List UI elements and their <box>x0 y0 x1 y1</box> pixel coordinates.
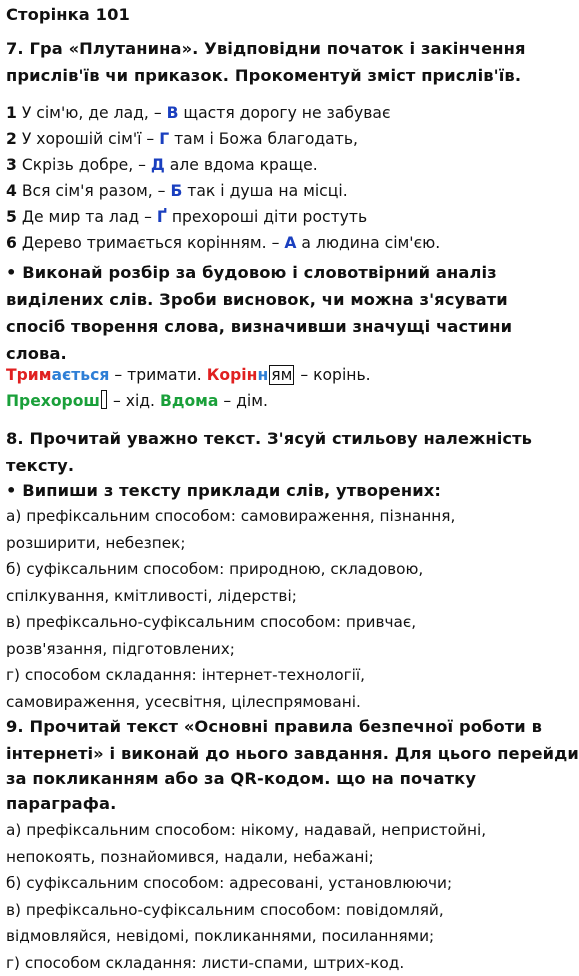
task8-answer-line: розширити, небезпек; <box>6 534 186 552</box>
word-explanation-2: – корінь. <box>295 366 371 384</box>
task9-heading-line4: параграфа. <box>6 794 117 813</box>
task7-analysis-line4: слова. <box>6 344 67 363</box>
word-explanation-4: – дім. <box>218 392 268 410</box>
proverb-start: Вся сім'я разом, – <box>16 182 171 200</box>
proverb-start: Скрізь добре, – <box>16 156 151 174</box>
proverb-row <box>6 204 496 230</box>
word-vdoma: Вдома <box>159 392 219 410</box>
word-explanation-1: – тримати. <box>109 366 207 384</box>
proverb-end: щастя дорогу не забуває <box>178 104 391 122</box>
proverb-match-letter: Б <box>170 182 183 200</box>
proverb-number: 3 <box>6 156 17 174</box>
word-suffix-n: н <box>257 366 269 384</box>
proverb-number: 5 <box>6 208 17 226</box>
proverb-number: 4 <box>6 182 17 200</box>
proverb-start: У хорошій сім'ї – <box>16 130 160 148</box>
proverb-number: 2 <box>6 130 17 148</box>
proverb-row <box>6 178 496 204</box>
page-title: Сторінка 101 <box>6 5 130 24</box>
word-suffix-aietsia: ається <box>51 366 110 384</box>
task7-analysis-line3: спосіб творення слова, визначивши значущі частини <box>6 317 513 336</box>
proverb-end: але вдома краще. <box>164 156 318 174</box>
task8-answer-line: в) префіксально-суфіксальним способом: привчає, <box>6 613 417 631</box>
task9-answer-line: відмовляйся, невідомі, покликаннями, посиланнями; <box>6 927 435 945</box>
word-ending-box: ям <box>271 366 293 384</box>
task9-heading-line3: за покликанням або за QR-кодом. що на початку <box>6 769 477 788</box>
task8-heading-line2: тексту. <box>6 456 75 475</box>
word-root-trym: Трим <box>6 366 52 384</box>
word-explanation-3: – хід. <box>108 392 160 410</box>
proverb-start: Де мир та лад – <box>16 208 157 226</box>
proverb-row <box>6 100 496 126</box>
task7-heading-line2: прислів'їв чи приказок. Прокоментуй зміст прислів'їв. <box>6 66 522 85</box>
proverb-number: 1 <box>6 104 17 122</box>
task9-answer-line: б) суфіксальним способом: адресовані, установлюючи; <box>6 874 453 892</box>
proverb-row <box>6 152 496 178</box>
proverb-match-letter: Г <box>159 130 170 148</box>
task9-heading-line2: інтернеті» і виконай до нього завдання. Для цього перейди <box>6 744 579 763</box>
task9-answer-line: в) префіксально-суфіксальним способом: повідомляй, <box>6 901 444 919</box>
task8-answer-line: а) префіксальним способом: самовираження, пізнання, <box>6 507 456 525</box>
task9-answer-line: г) способом складання: листи-спами, штрих-код. <box>6 954 405 972</box>
task9-heading-line1: 9. Прочитай текст «Основні правила безпечної роботи в <box>6 717 542 736</box>
proverb-end: там і Божа благодать, <box>169 130 358 148</box>
proverb-start: Дерево тримається корінням. – <box>16 234 285 252</box>
proverb-end: прехороші діти ростуть <box>166 208 368 226</box>
task8-heading-line1: 8. Прочитай уважно текст. З'ясуй стильову належність <box>6 429 533 448</box>
task7-analysis-line2: виділених слів. Зроби висновок, чи можна з'ясувати <box>6 290 508 309</box>
word-root-prekhorosh: Прехорош <box>6 392 100 410</box>
proverb-match-letter: В <box>166 104 179 122</box>
task9-answer-line: непокоять, познайомився, надали, небажані; <box>6 848 374 866</box>
proverb-end: а людина сім'єю. <box>296 234 441 252</box>
proverb-match-letter: А <box>284 234 297 252</box>
task7-analysis-line1: • Виконай розбір за будовою і словотвірний аналіз <box>6 263 497 282</box>
task8-subheading: • Випиши з тексту приклади слів, утворених: <box>6 481 441 500</box>
task8-answer-line: розв'язання, підготовлених; <box>6 640 235 658</box>
task9-answer-line: а) префіксальним способом: нікому, надавай, непристойні, <box>6 821 487 839</box>
proverb-row <box>6 126 496 152</box>
word-zero-ending-box <box>101 390 107 409</box>
proverb-match-letter: Д <box>150 156 165 174</box>
proverb-end: так і душа на місці. <box>182 182 348 200</box>
proverb-start: У сім'ю, де лад, – <box>16 104 167 122</box>
task8-answer-line: самовираження, усесвітня, цілеспрямовані. <box>6 693 361 711</box>
word-analysis-line2 <box>6 388 496 414</box>
proverb-row <box>6 230 496 256</box>
proverb-number: 6 <box>6 234 17 252</box>
task8-answer-line: г) способом складання: інтернет-технології, <box>6 666 365 684</box>
proverb-match-letter: Ґ <box>156 208 167 226</box>
task8-answer-line: б) суфіксальним способом: природною, складовою, <box>6 560 424 578</box>
word-analysis-line1 <box>6 362 496 388</box>
task7-heading-line1: 7. Гра «Плутанина». Увідповідни початок і закінчення <box>6 39 526 58</box>
task8-answer-line: спілкування, кмітливості, лідерстві; <box>6 587 297 605</box>
word-root-korin: Корін <box>206 366 258 384</box>
